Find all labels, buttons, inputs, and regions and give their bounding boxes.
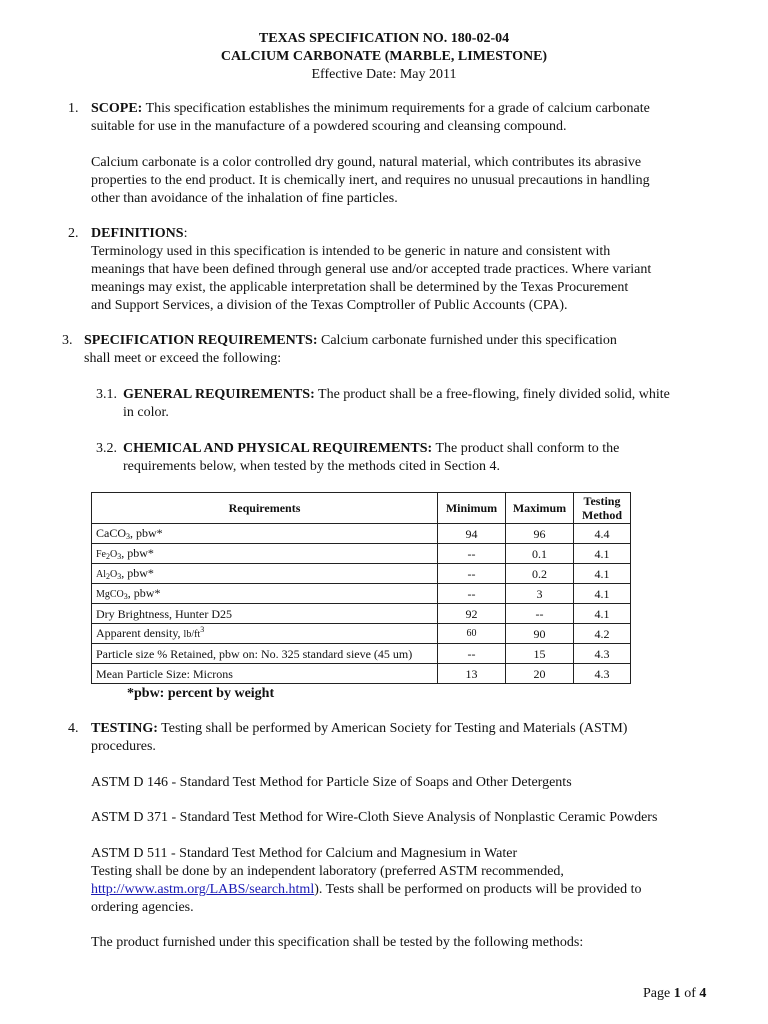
requirements-table <box>91 492 631 684</box>
astm-d371 <box>91 809 657 827</box>
req-apparent-density: Apparent density, $lb/ft^3$ <box>92 624 438 644</box>
req-mean-particle-size: Mean Particle Size: Microns <box>92 664 438 684</box>
req-particle-size: Particle size % Retained, pbw on: No. 325 standard sieve (45 um) <box>92 644 438 664</box>
lab-line-2 <box>91 881 642 899</box>
max-cell: 3 <box>506 584 574 604</box>
section-1-heading: SCOPE: <box>91 101 143 116</box>
astm-d511-code: ASTM D 511 - <box>91 846 180 861</box>
section-4-text: Testing shall be performed by American Society for Testing and Materials (ASTM) <box>157 721 628 736</box>
section-3-2-line-2: requirements below, when tested by the methods cited in Section 4. <box>123 459 501 474</box>
table-row <box>92 664 631 684</box>
page-number <box>643 985 706 1003</box>
max-cell: 0.2 <box>506 564 574 584</box>
astm-d371-code: ASTM D 371 - <box>91 810 180 825</box>
section-1-para2-line-3: other than avoidance of the inhalation of fine particles. <box>91 191 398 206</box>
section-3-1-number: 3.1. <box>96 387 117 402</box>
lab-line-3: ordering agencies. <box>91 900 194 915</box>
section-3-1-text: The product shall be a free-flowing, finely divided solid, white <box>314 387 670 402</box>
min-cell: 13 <box>438 664 506 684</box>
header-testing-method <box>574 493 631 524</box>
astm-d511 <box>91 845 517 863</box>
req-fe2o3: Fe2O3, pbw* <box>92 544 438 564</box>
table-row <box>92 644 631 664</box>
astm-d146-code: ASTM D 146 - <box>91 775 180 790</box>
max-cell: 0.1 <box>506 544 574 564</box>
max-cell: -- <box>506 604 574 624</box>
astm-labs-link[interactable]: http://www.astm.org/LABS/search.html <box>91 882 315 897</box>
req-dry-brightness: Dry Brightness, Hunter D25 <box>92 604 438 624</box>
header-minimum: Minimum <box>438 493 506 524</box>
section-4-number: 4. <box>68 721 79 736</box>
section-3-number: 3. <box>62 333 73 348</box>
page-current: 1 <box>673 986 681 1001</box>
method-cell: 4.3 <box>574 664 631 684</box>
table-row <box>92 544 631 564</box>
section-3-2-text: The product shall conform to the <box>432 441 620 456</box>
min-cell: 60 <box>438 624 506 644</box>
header-maximum: Maximum <box>506 493 574 524</box>
max-cell: 15 <box>506 644 574 664</box>
min-cell: 92 <box>438 604 506 624</box>
min-cell: -- <box>438 584 506 604</box>
section-3-line-1 <box>84 332 617 350</box>
section-3-2-heading: CHEMICAL AND PHYSICAL REQUIREMENTS: <box>123 441 433 456</box>
astm-d371-title: Standard Test Method for Wire-Cloth Sieve Analysis of Nonplastic Ceramic Powders <box>179 810 658 825</box>
section-2-heading: DEFINITIONS <box>91 226 184 241</box>
section-2-colon: : <box>183 226 188 241</box>
method-cell: 4.3 <box>574 644 631 664</box>
effective-date: Effective Date: May 2011 <box>311 67 457 82</box>
table-row <box>92 524 631 544</box>
astm-d146 <box>91 774 572 792</box>
method-cell: 4.1 <box>574 604 631 624</box>
section-1-para2-line-1: Calcium carbonate is a color controlled dry gound, natural material, which contributes its abrasive <box>91 155 642 170</box>
min-cell: -- <box>438 564 506 584</box>
page-total: 4 <box>699 986 707 1001</box>
astm-d511-title: Standard Test Method for Calcium and Magnesium in Water <box>179 846 518 861</box>
section-3-text: Calcium carbonate furnished under this specification <box>317 333 617 348</box>
section-1-number: 1. <box>68 101 79 116</box>
min-cell: -- <box>438 544 506 564</box>
header-testing-method-l2: Method <box>582 508 622 522</box>
spec-number-title: TEXAS SPECIFICATION NO. 180-02-04 <box>258 31 510 46</box>
testing-methods-intro: The product furnished under this specification shall be tested by the following methods: <box>91 935 584 950</box>
page-of-word: of <box>680 986 700 1001</box>
method-cell: 4.1 <box>574 544 631 564</box>
table-row <box>92 584 631 604</box>
astm-d146-title: Standard Test Method for Particle Size of Soaps and Other Detergents <box>179 775 572 790</box>
header-testing-method-l1: Testing <box>583 494 621 508</box>
method-cell: 4.1 <box>574 564 631 584</box>
section-3-1-line-1 <box>123 386 670 404</box>
table-row <box>92 564 631 584</box>
req-mgco3: MgCO3, pbw* <box>92 584 438 604</box>
method-cell: 4.1 <box>574 584 631 604</box>
section-4-line-1 <box>91 720 627 738</box>
lab-line-2-text: ). Tests shall be performed on products will be provided to <box>314 882 642 897</box>
max-cell: 90 <box>506 624 574 644</box>
min-cell: 94 <box>438 524 506 544</box>
table-row <box>92 604 631 624</box>
max-cell: 96 <box>506 524 574 544</box>
section-2-line-2: meanings that have been defined through general use and/or accepted trade practices. Where variant <box>91 262 652 277</box>
req-caco3: CaCO3, pbw* <box>92 524 438 544</box>
section-1-line-2: suitable for use in the manufacture of a powdered scouring and cleansing compound. <box>91 119 567 134</box>
section-3-1-line-2: in color. <box>123 405 169 420</box>
section-4-heading: TESTING: <box>91 721 158 736</box>
table-header-row <box>92 493 631 524</box>
table-row <box>92 624 631 644</box>
method-cell: 4.2 <box>574 624 631 644</box>
section-1-para2-line-2: properties to the end product. It is chemically inert, and requires no unusual precautions in handling <box>91 173 650 188</box>
section-2-line-1: Terminology used in this specification is intended to be generic in nature and consistent with <box>91 244 611 259</box>
req-al2o3: Al2O3, pbw* <box>92 564 438 584</box>
section-3-line-2: shall meet or exceed the following: <box>84 351 282 366</box>
page-word: Page <box>643 986 674 1001</box>
lab-line-1: Testing shall be done by an independent laboratory (preferred ASTM recommended, <box>91 864 564 879</box>
section-4-line-2: procedures. <box>91 739 156 754</box>
section-2-heading-line <box>91 225 187 243</box>
section-2-number: 2. <box>68 226 79 241</box>
header-requirements: Requirements <box>92 493 438 524</box>
section-1-text: This specification establishes the minimum requirements for a grade of calcium carbonate <box>142 101 650 116</box>
table-footnote: *pbw: percent by weight <box>127 686 275 701</box>
section-2-line-4: and Support Services, a division of the Texas Comptroller of Public Accounts (CPA). <box>91 298 568 313</box>
document-title: CALCIUM CARBONATE (MARBLE, LIMESTONE) <box>220 49 548 64</box>
min-cell: -- <box>438 644 506 664</box>
section-2-line-3: meanings may exist, the applicable interpretation shall be determined by the Texas Procurement <box>91 280 629 295</box>
section-1-line-1 <box>91 100 650 118</box>
method-cell: 4.4 <box>574 524 631 544</box>
section-3-1-heading: GENERAL REQUIREMENTS: <box>123 387 315 402</box>
section-3-2-line-1 <box>123 440 619 458</box>
max-cell: 20 <box>506 664 574 684</box>
section-3-heading: SPECIFICATION REQUIREMENTS: <box>84 333 318 348</box>
section-3-2-number: 3.2. <box>96 441 117 456</box>
